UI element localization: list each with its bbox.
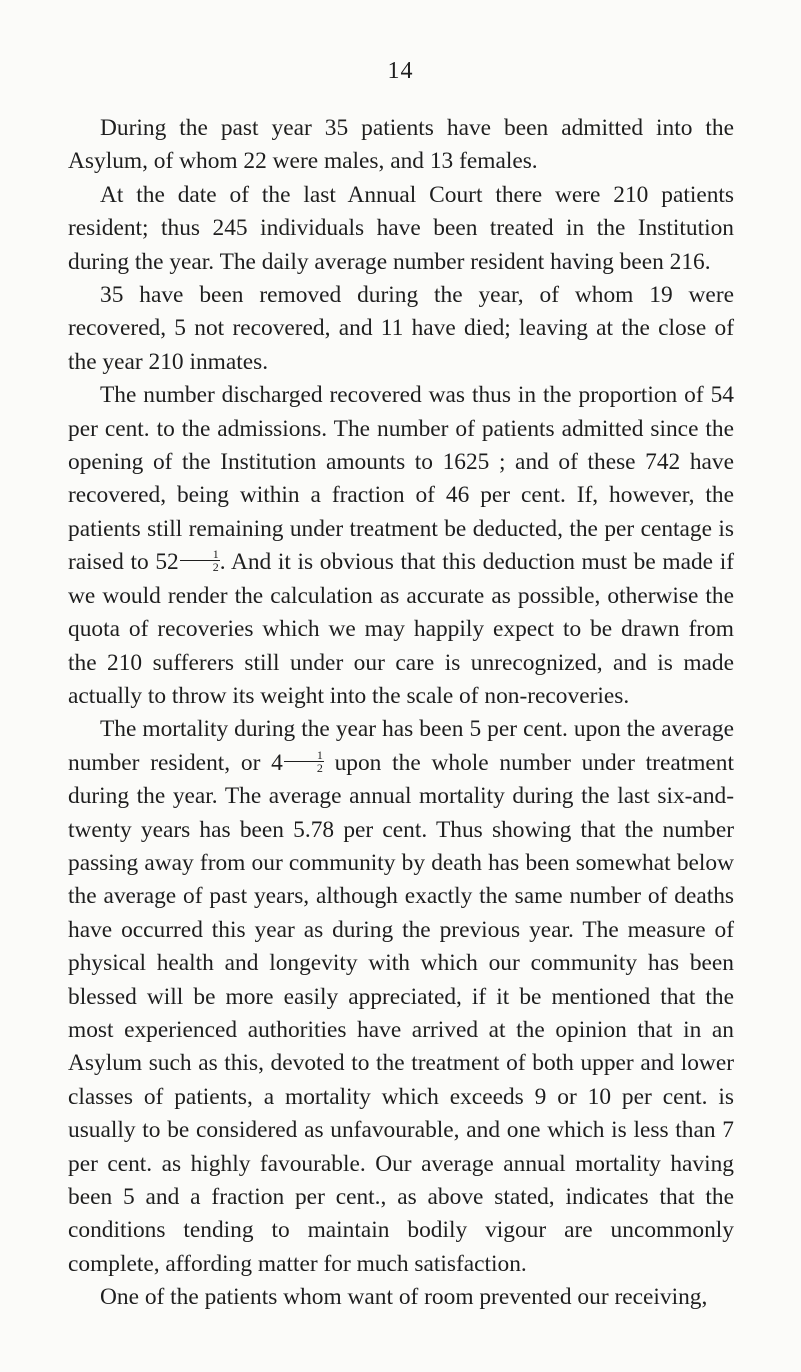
- paragraph-mortality-part-b: upon the whole number under treatment during the year. The average annual mortality during the last six-and-twenty years has been 5.78 per cent. Thus showing that the number passing away from our community by death has been somewhat below the average of past years, although exactly the same number of deaths have occurred this year as during the previous year. The measure of physical health and longevity with which our community has been blessed will be more easily appreciated, if it be mentioned that the most experienced authorities have arrived at the opinion that in an Asylum such as this, devoted to the treatment of both upper and lower classes of patients, a mortality which exceeds 9 or 10 per cent. is usually to be considered as unfavourable, and one which is less than 7 per cent. as highly favourable. Our average annual mortality having been 5 and a fraction per cent., as above stated, indicates that the conditions tending to maintain bodily vigour are uncommonly complete, affording matter for much satisfaction.: [68, 749, 734, 1277]
- page-number: 14: [387, 58, 414, 84]
- paragraph-continuation: One of the patients whom want of room prevented our receiving,: [100, 1284, 708, 1311]
- fraction-one-half: [284, 749, 324, 774]
- body-text: [68, 112, 734, 1315]
- paragraph-admissions: During the past year 35 patients have been admitted into the Asylum, of whom 22 were males, and 13 females.: [68, 115, 734, 175]
- fraction-numerator: 1: [284, 749, 324, 762]
- fraction-denominator: 2: [316, 760, 323, 775]
- paragraph-recoveries: [68, 379, 734, 713]
- paragraph-recoveries-part-a: The number discharged recovered was thus in the proportion of 54 per cent. to the admissions. The number of patients admitted since the opening of the Institution amounts to 1625 ; and of these 742 have recovered, being within a fraction of 46 per cent. If, however, the patients still remaining under treatment be deducted, the per centage is raised to 52: [68, 382, 734, 576]
- paragraph-recoveries-part-b: . And it is obvious that this deduction must be made if we would render the calculation as accurate as possible, otherwise the quota of recoveries which we may happily expect to be drawn from the 210 sufferers still under our care is unrecognized, and is made actually to throw its weight into the scale of non-recoveries.: [68, 549, 734, 709]
- fraction-denominator: 2: [212, 560, 219, 575]
- paragraph-removals: 35 have been removed during the year, of whom 19 were recovered, 5 not recovered, and 11 have died; leaving at the close of the year 210 inmates.: [68, 282, 734, 375]
- fraction-numerator: 1: [180, 548, 220, 561]
- paragraph-mortality-part-a: The mortality during the year has been 5 per cent. upon the average number resident, or 4: [68, 716, 734, 776]
- paragraph-residents: At the date of the last Annual Court there were 210 patients resident; thus 245 individuals have been treated in the Institution during the year. The daily average number resident having been 216.: [68, 181, 734, 275]
- paragraph-mortality: [68, 713, 734, 1281]
- fraction-one-half: [180, 548, 220, 573]
